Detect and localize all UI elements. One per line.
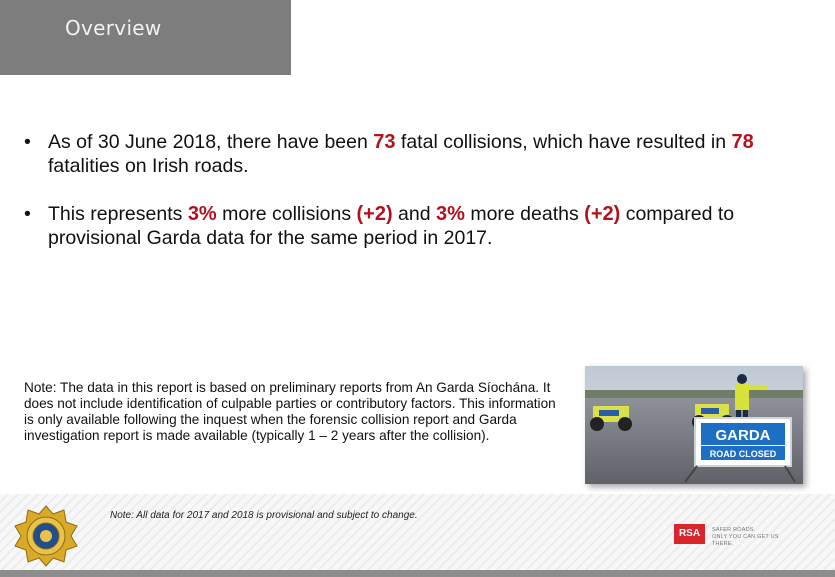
- rsa-logo: [674, 524, 784, 547]
- sign-road-closed-text: ROAD CLOSED: [709, 449, 777, 459]
- footer-bar: [0, 570, 835, 577]
- bullet-text: more deaths: [464, 203, 585, 225]
- fatalities-count: 78: [731, 131, 754, 153]
- bullet-list: [24, 130, 814, 274]
- header-box: [0, 0, 291, 75]
- bullet-text: fatalities on Irish roads.: [48, 155, 249, 177]
- bullet-text: more collisions: [216, 203, 357, 225]
- garda-crest-icon: [6, 504, 86, 568]
- bullet-item-2: [24, 202, 814, 250]
- deaths-percent: 3%: [436, 203, 465, 225]
- bullet-text: fatal collisions, which have resulted in: [395, 131, 732, 153]
- bullet-dot-icon: •: [24, 203, 31, 225]
- page-title: Overview: [65, 16, 162, 40]
- rsa-tagline: [712, 527, 784, 548]
- collisions-delta: (+2): [356, 203, 393, 225]
- bullet-text: and: [392, 203, 437, 225]
- bullet-text: This represents: [48, 203, 188, 225]
- bullet-text: As of 30 June 2018, there have been: [48, 131, 374, 153]
- collisions-percent: 3%: [187, 203, 217, 225]
- road-closed-photo: [585, 366, 803, 484]
- sign-garda-text: GARDA: [715, 427, 771, 444]
- data-note: Note: The data in this report is based on preliminary reports from An Garda Síochána. It does not include identification of culpable parties or contributory factors. This information is only available following the inquest when the forensic collision report and Garda investigation report is made available (typically 1 – 2 years after the collision).: [24, 380, 556, 443]
- deaths-delta: (+2): [584, 203, 621, 225]
- rsa-tagline-line1: SAFER ROADS.: [712, 527, 756, 533]
- rsa-tagline-line2: ONLY YOU CAN GET US THERE.: [712, 534, 779, 547]
- bullet-item-1: [24, 130, 814, 178]
- bullet-text: compared to provisional Garda data for the same period in 2017.: [48, 203, 735, 249]
- bullet-dot-icon: •: [24, 131, 31, 153]
- rsa-badge: RSA: [674, 524, 705, 544]
- fatal-collisions-count: 73: [373, 131, 396, 153]
- photo-illustration: [585, 366, 803, 484]
- footer-note: Note: All data for 2017 and 2018 is provisional and subject to change.: [110, 510, 418, 521]
